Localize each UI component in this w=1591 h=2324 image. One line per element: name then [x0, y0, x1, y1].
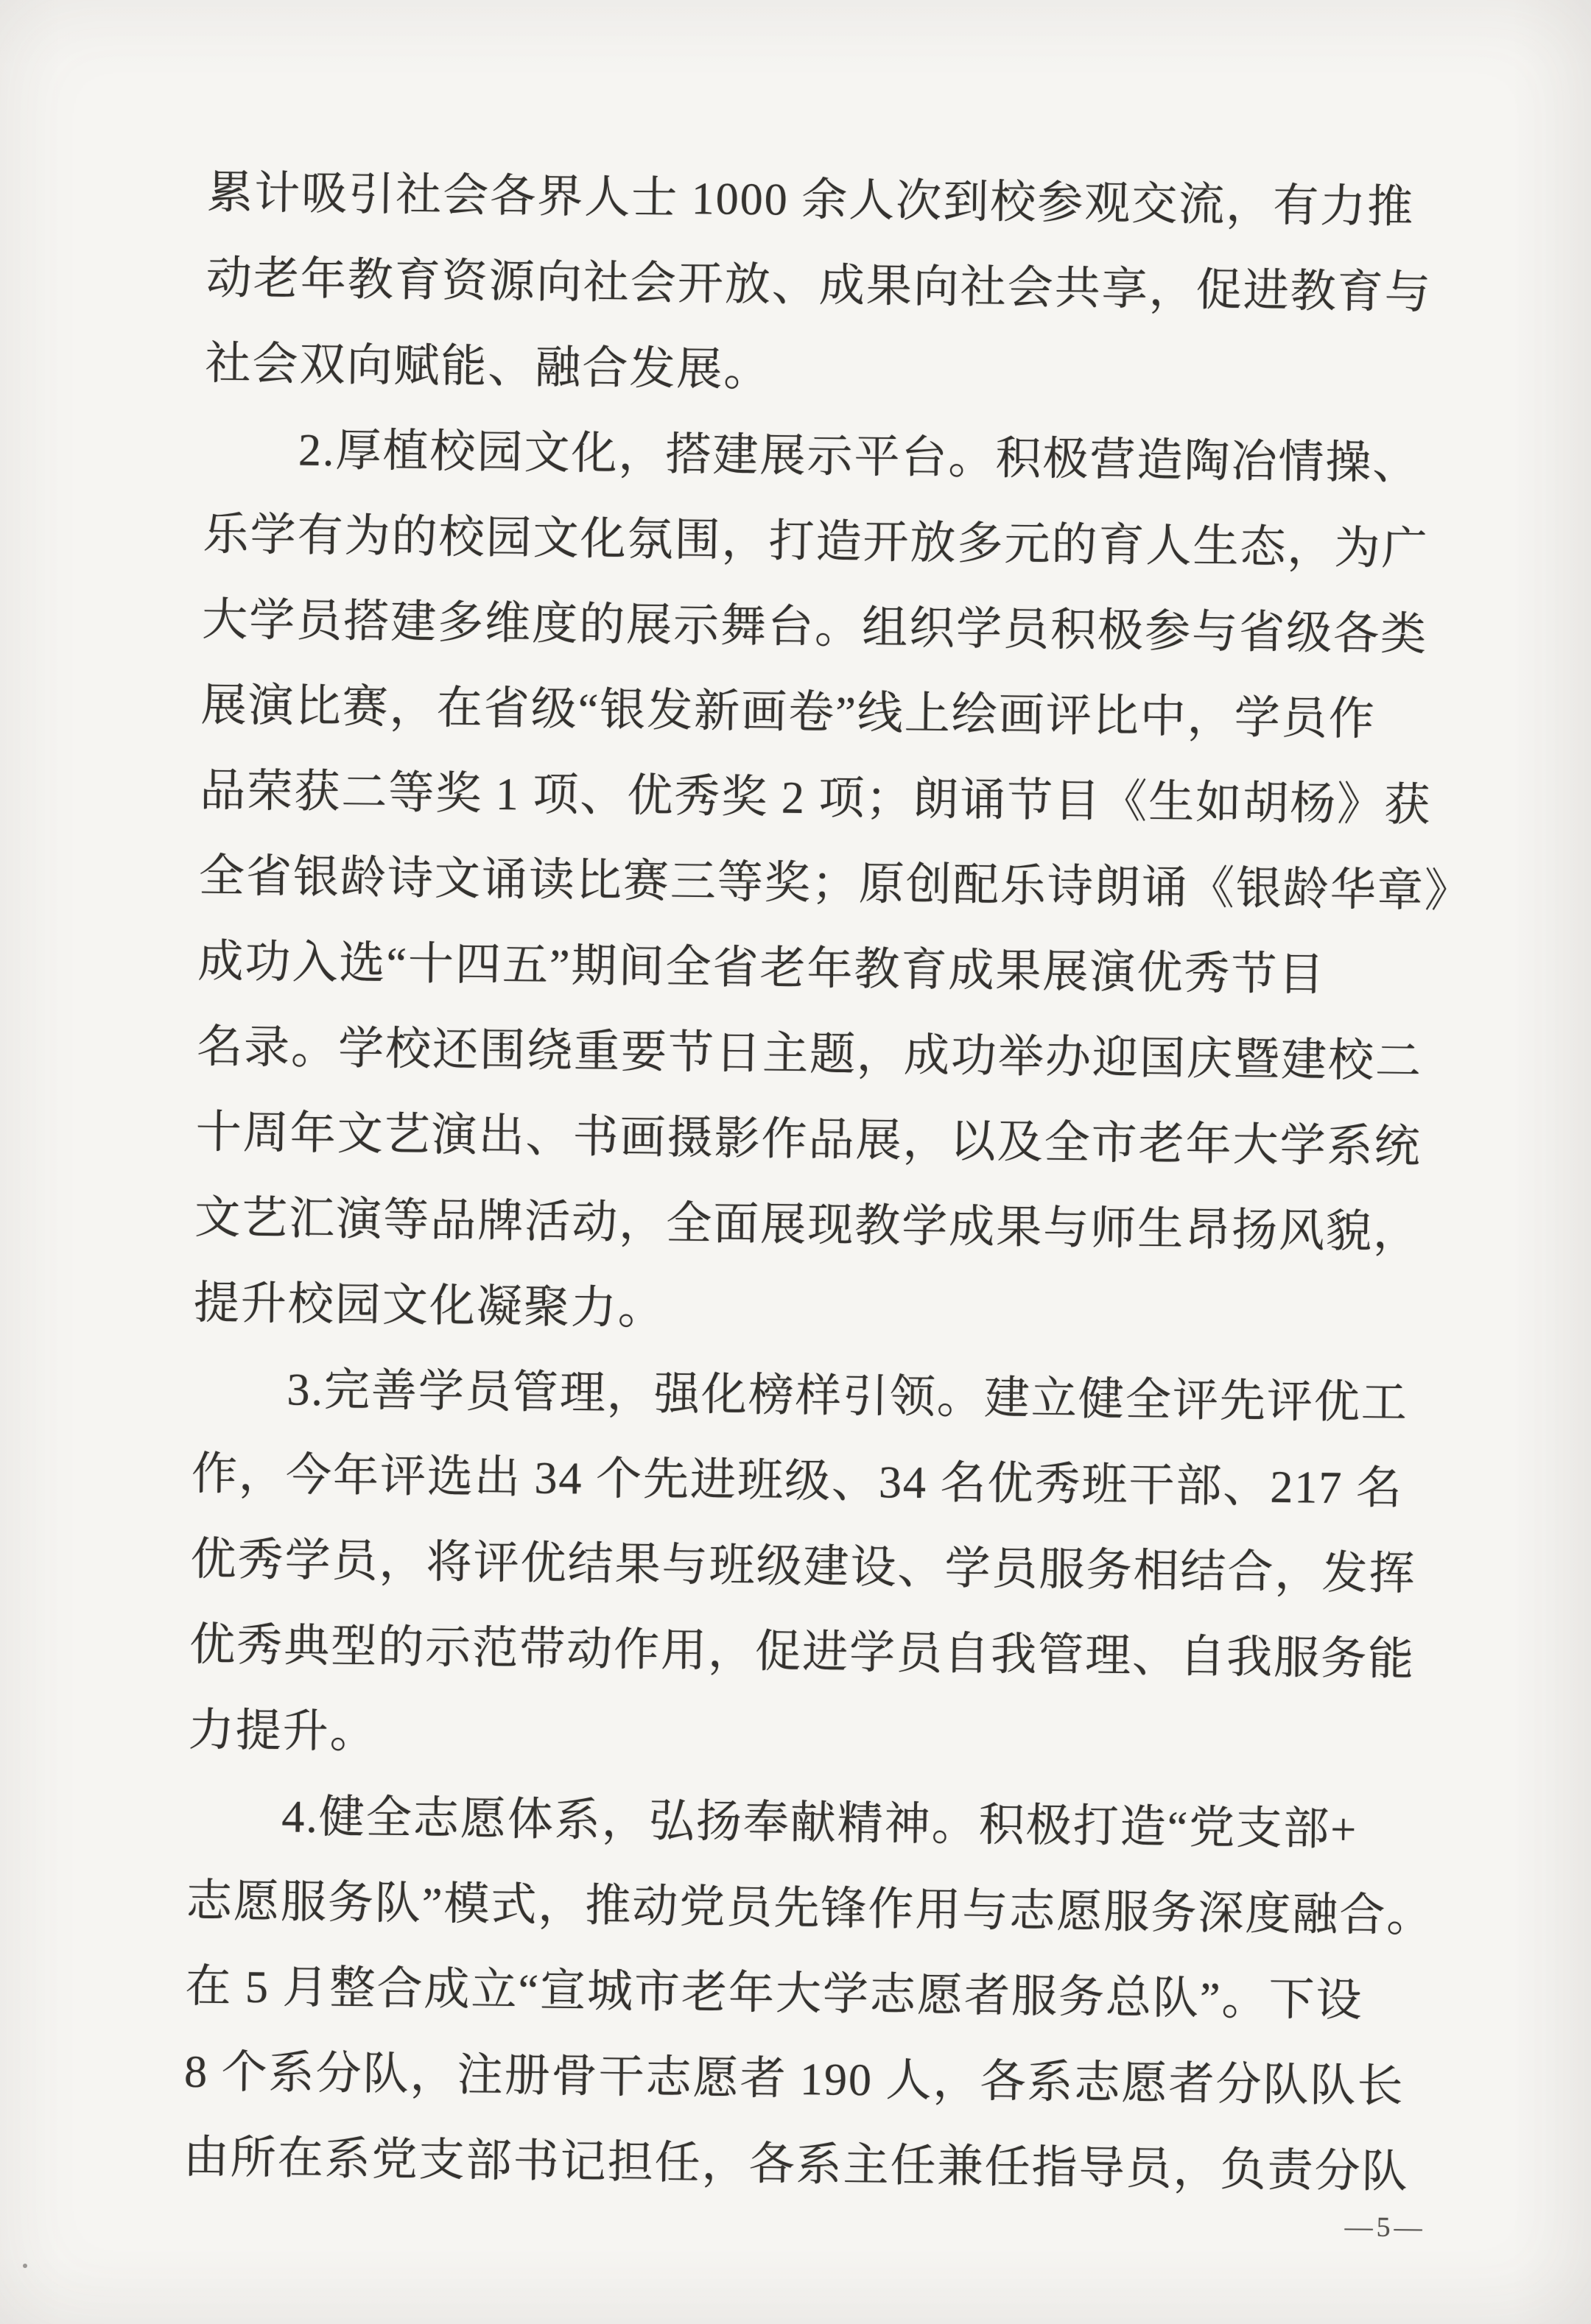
- text-line: 名录。学校还围绕重要节日主题，成功举办迎国庆暨建校二: [196, 1021, 1423, 1088]
- scan-speck: [23, 2264, 27, 2268]
- text-line: 3.完善学员管理，强化榜样引领。建立健全评先评优工: [192, 1363, 1409, 1429]
- text-line: 十周年文艺演出、书画摄影作品展，以及全市老年大学系统: [195, 1107, 1422, 1173]
- text-line: 文艺汇演等品牌活动，全面展现教学成果与师生昂扬风貌，: [194, 1192, 1421, 1258]
- text-line: 优秀学员，将评优结果与班级建设、学员服务相结合，发挥: [190, 1534, 1416, 1600]
- page-number: —5—: [1344, 2211, 1426, 2244]
- text-line: 优秀典型的示范带动作用，促进学员自我管理、自我服务能: [189, 1619, 1416, 1686]
- text-line: 品荣获二等奖 1 项、优秀奖 2 项；朗诵节目《生如胡杨》获: [199, 765, 1432, 831]
- text-line: 大学员搭建多维度的展示舞台。组织学员积极参与省级各类: [201, 594, 1428, 661]
- text-line: 4.健全志愿体系，弘扬奉献精神。积极打造“党支部+: [186, 1790, 1358, 1856]
- document-body: [183, 150, 1472, 2244]
- text-line: 作，今年评选出 34 个先进班级、34 名优秀班干部、217 名: [191, 1448, 1404, 1514]
- text-line: 8 个系分队，注册骨干志愿者 190 人，各系志愿者分队队长: [183, 2046, 1405, 2113]
- text-line: 提升校园文化凝聚力。: [193, 1278, 666, 1334]
- text-line: 力提升。: [188, 1705, 378, 1758]
- text-line: 在 5 月整合成立“宣城市老年大学志愿者服务总队”。下设: [185, 1961, 1363, 2027]
- text-line: 全省银龄诗文诵读比赛三等奖；原创配乐诗朗诵《银龄华章》: [198, 851, 1472, 918]
- text-line: 志愿服务队”模式，推动党员先锋作用与志愿服务深度融合。: [186, 1876, 1434, 1942]
- text-line: 乐学有为的校园文化氛围，打造开放多元的育人生态，为广: [203, 509, 1429, 575]
- text-line: 社会双向赋能、融合发展。: [205, 338, 771, 396]
- text-line: 成功入选“十四五”期间全省老年教育成果展演优秀节目: [197, 936, 1326, 1001]
- text-line: 展演比赛，在省级“银发新画卷”线上绘画评比中，学员作: [200, 680, 1377, 745]
- text-line: 由所在系党支部书记担任，各系主任兼任指导员，负责分队: [183, 2132, 1410, 2198]
- text-line: 2.厚植校园文化，搭建展示平台。积极营造陶冶情操、: [203, 423, 1420, 490]
- text-line: 累计吸引社会各界人士 1000 余人次到校参观交流，有力推: [206, 167, 1415, 233]
- text-line: 动老年教育资源向社会开放、成果向社会共享，促进教育与: [206, 253, 1433, 319]
